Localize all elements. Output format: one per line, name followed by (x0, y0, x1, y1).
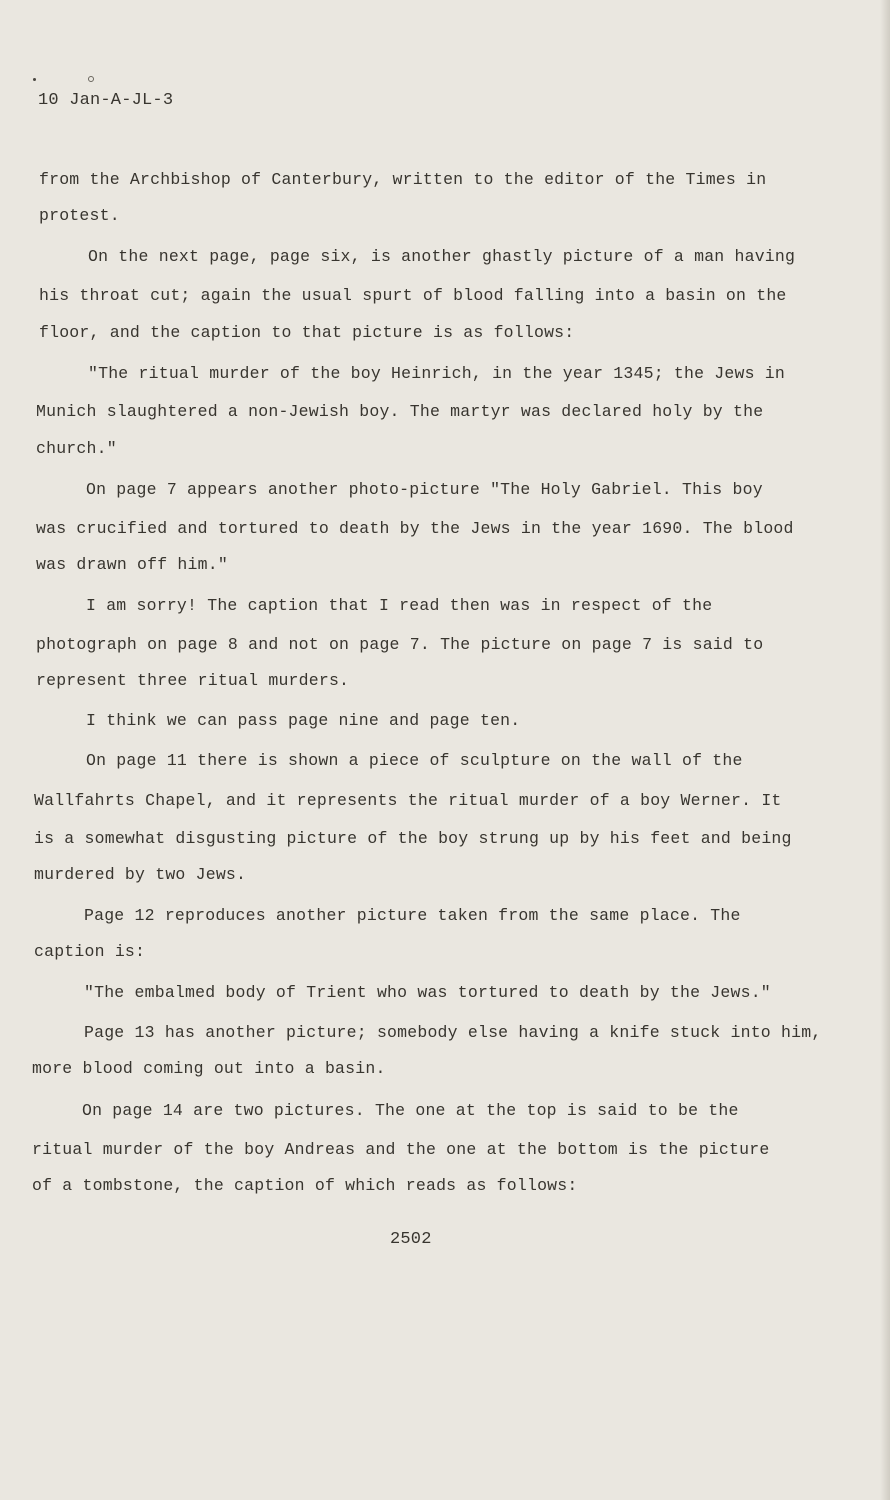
text-line: Page 13 has another picture; somebody else having a knife stuck into him, (84, 1023, 822, 1042)
text-line: more blood coming out into a basin. (32, 1059, 386, 1078)
text-line: is a somewhat disgusting picture of the boy strung up by his feet and being (34, 829, 792, 848)
text-line: his throat cut; again the usual spurt of blood falling into a basin on the (39, 286, 787, 305)
text-line: Page 12 reproduces another picture taken from the same place. The (84, 906, 741, 925)
text-line: ritual murder of the boy Andreas and the one at the bottom is the picture (32, 1140, 770, 1159)
text-line: I think we can pass page nine and page ten. (86, 711, 521, 730)
ink-speck (33, 78, 36, 81)
ink-speck (88, 76, 94, 82)
text-line: floor, and the caption to that picture is as follows: (39, 323, 575, 342)
page-number: 2502 (390, 1230, 432, 1249)
text-line: was crucified and tortured to death by the Jews in the year 1690. The blood (36, 519, 794, 538)
text-line: represent three ritual murders. (36, 671, 350, 690)
text-line: Munich slaughtered a non-Jewish boy. The martyr was declared holy by the (36, 402, 764, 421)
text-line: On page 14 are two pictures. The one at the top is said to be the (82, 1101, 739, 1120)
text-line: On page 7 appears another photo-picture "The Holy Gabriel. This boy (86, 480, 763, 499)
text-line: On the next page, page six, is another ghastly picture of a man having (88, 247, 796, 266)
document-reference: 10 Jan-A-JL-3 (38, 91, 174, 110)
text-line: "The embalmed body of Trient who was tortured to death by the Jews." (84, 983, 771, 1002)
text-line: of a tombstone, the caption of which reads as follows: (32, 1176, 578, 1195)
text-line: church." (36, 439, 117, 458)
text-line: Wallfahrts Chapel, and it represents the ritual murder of a boy Werner. It (34, 791, 782, 810)
text-line: from the Archbishop of Canterbury, written to the editor of the Times in (39, 170, 767, 189)
text-line: photograph on page 8 and not on page 7. The picture on page 7 is said to (36, 635, 764, 654)
text-line: was drawn off him." (36, 555, 228, 574)
text-line: On page 11 there is shown a piece of sculpture on the wall of the (86, 751, 743, 770)
text-line: "The ritual murder of the boy Heinrich, in the year 1345; the Jews in (88, 364, 786, 383)
text-line: protest. (39, 206, 120, 225)
text-line: caption is: (34, 942, 146, 961)
text-line: murdered by two Jews. (34, 865, 247, 884)
text-line: I am sorry! The caption that I read then was in respect of the (86, 596, 713, 615)
